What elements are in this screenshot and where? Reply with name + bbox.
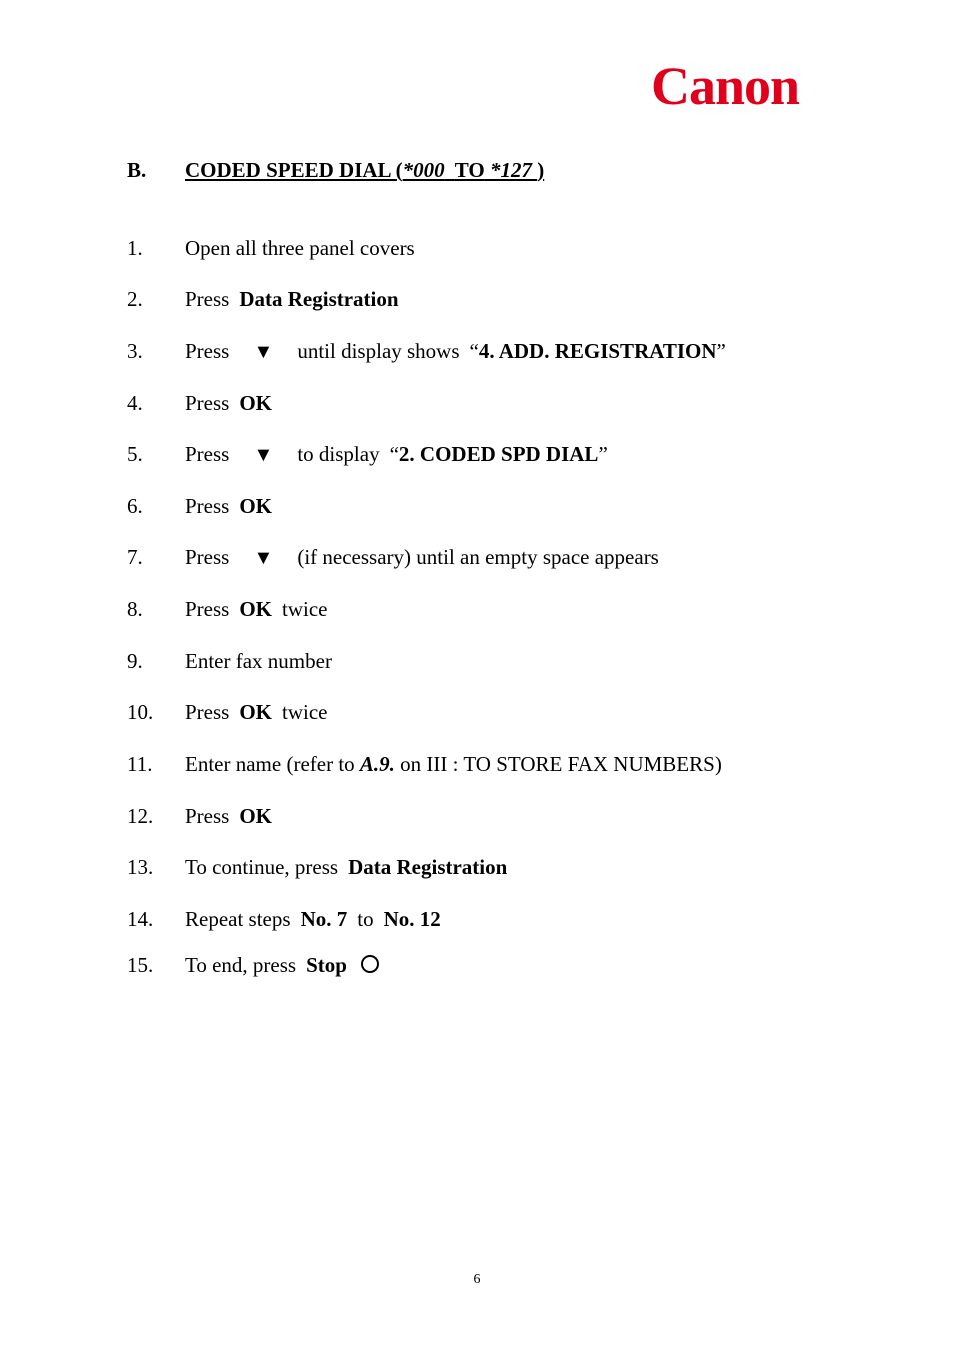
step-10: 10. Press OK twice	[127, 700, 328, 724]
canon-logo	[620, 58, 830, 114]
step-1: 1. Open all three panel covers	[127, 236, 415, 260]
page-number: 6	[473, 1272, 481, 1287]
step-13: 13. To continue, press Data Registration	[127, 855, 508, 879]
step-4: 4. Press OK	[127, 391, 273, 415]
step-3: 3. Press ▼ until display shows “ 4. ADD. REGISTRATION ”	[127, 339, 726, 363]
down-arrow-icon: ▼	[253, 341, 274, 363]
step-8: 8. Press OK twice	[127, 597, 328, 621]
step-15: 15. To end, press Stop	[127, 953, 379, 978]
step-6: 6. Press OK	[127, 494, 273, 518]
section-title: CODED SPEED DIAL (*000 TO *127 )	[185, 158, 545, 182]
step-7: 7. Press ▼ (if necessary) until an empty space appears	[127, 545, 659, 569]
step-12: 12. Press OK	[127, 804, 273, 828]
step-2: 2. Press Data Registration	[127, 287, 399, 311]
section-heading	[127, 158, 544, 183]
down-arrow-icon: ▼	[253, 547, 274, 569]
step-9: 9. Enter fax number	[127, 649, 332, 673]
section-letter: B.	[127, 158, 147, 182]
step-14: 14. Repeat steps No. 7 to No. 12	[127, 907, 441, 931]
svg-text:Canon: Canon	[650, 58, 800, 114]
down-arrow-icon: ▼	[253, 444, 274, 466]
step-5: 5. Press ▼ to display “ 2. CODED SPD DIAL ”	[127, 442, 608, 466]
step-11: 11. Enter name (refer to A.9. on III : TO STORE FAX NUMBERS)	[127, 752, 722, 776]
stop-circle-icon	[361, 955, 379, 973]
